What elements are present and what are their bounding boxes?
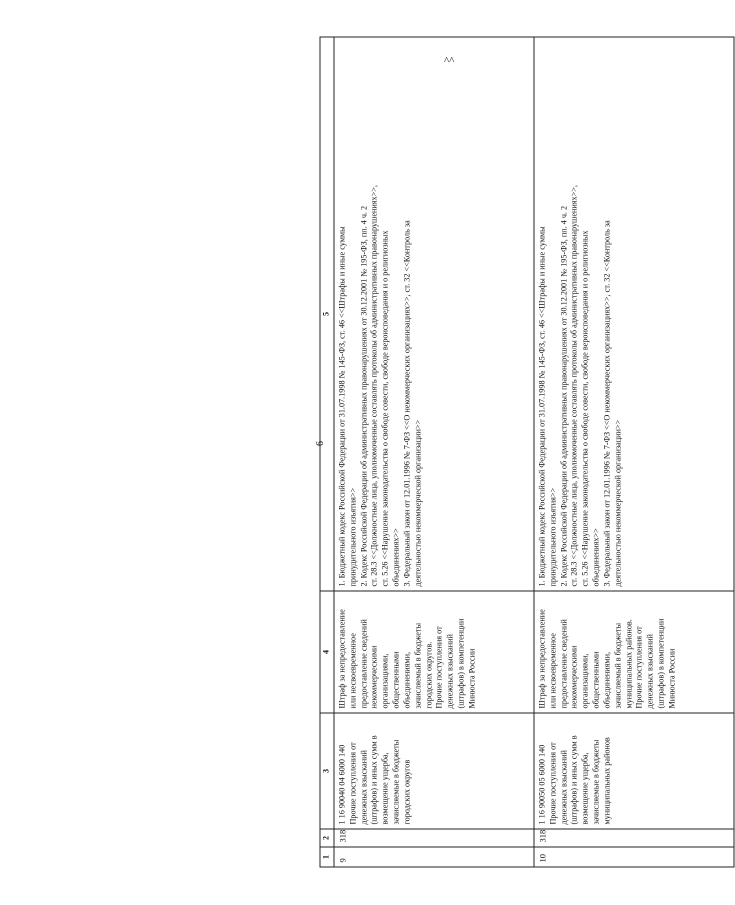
- header-cell: 2: [320, 829, 334, 847]
- fine-line: предоставление сведений: [559, 619, 569, 709]
- legal-basis-cell: [334, 37, 534, 591]
- kbk-line: городских округов: [402, 759, 412, 825]
- table-row: [534, 37, 734, 867]
- kbk-line: 1 16 90050 05 6000 140: [537, 744, 547, 825]
- header-cell: 1: [320, 847, 334, 867]
- fine-line: денежных взысканий: [445, 634, 455, 709]
- rotated-page-content: [320, 38, 735, 868]
- admin-code-cell: 318: [334, 829, 534, 847]
- fine-line: предоставление сведений: [359, 619, 369, 709]
- fine-line: Штраф за непредоставление: [537, 609, 547, 709]
- fine-line: или несвоевременное: [348, 633, 358, 709]
- basis-line: ст. 28.3 <<Должностные лица, уполномоченные составлять протоколы об административных правонарушениях>>,: [369, 185, 379, 587]
- fine-line: (штрафов) в компетенции: [656, 618, 666, 709]
- fine-line: объединениями,: [602, 651, 612, 709]
- kbk-line: зачисляемые в бюджеты: [591, 739, 601, 825]
- basis-line: 3. Федеральный закон от 12.01.1996 № 7-ФЗ <<О некоммерческих организациях>>, ст. 32 <<Контроль за: [602, 220, 612, 587]
- kbk-line: муниципальных районов: [602, 737, 612, 825]
- kbk-line: зачисляемые в бюджеты: [391, 739, 401, 825]
- fine-line: некоммерческими: [369, 645, 379, 709]
- corner-mark: ^^: [444, 55, 455, 67]
- basis-line: 1. Бюджетный кодекс Российской Федерации от 31.07.1998 № 145-ФЗ, ст. 46 <<Штрафы и иные суммы: [537, 226, 547, 587]
- kbk-line: (штрафов) и иных сумм в: [569, 735, 579, 825]
- kbk-cell: [534, 713, 734, 829]
- admin-code-cell: 318: [534, 829, 734, 847]
- basis-line: объединениях>>: [391, 528, 401, 587]
- budget-code-table: [320, 37, 735, 868]
- fine-line: (штрафов) в компетенции: [456, 618, 466, 709]
- header-cell: 4: [320, 591, 334, 713]
- basis-line: ст. 28.3 <<Должностные лица, уполномоченные составлять протоколы об административных правонарушениях>>,: [569, 185, 579, 587]
- basis-line: ст. 5.26 <<Нарушение законодательства о свободе совести, свободе вероисповедания и о религиозных: [380, 230, 390, 587]
- kbk-line: 1 16 90040 04 6000 140: [337, 744, 347, 825]
- row-number-cell: 9: [334, 847, 534, 867]
- fine-line: или несвоевременное: [548, 633, 558, 709]
- fine-line: Минюста России: [467, 648, 477, 709]
- kbk-line: денежных взысканий: [359, 750, 369, 825]
- basis-line: 3. Федеральный закон от 12.01.1996 № 7-ФЗ <<О некоммерческих организациях>>, ст. 32 <<Контроль за: [402, 220, 412, 587]
- basis-line: деятельностью некоммерческой организации>>: [613, 419, 623, 587]
- fine-line: Минюста России: [667, 648, 677, 709]
- kbk-line: (штрафов) и иных сумм в: [369, 735, 379, 825]
- kbk-line: Прочие поступления от: [348, 742, 358, 825]
- basis-line: принудительного изъятия>>: [548, 487, 558, 587]
- basis-line: ст. 5.26 <<Нарушение законодательства о свободе совести, свободе вероисповедания и о религиозных: [580, 230, 590, 587]
- row-number-cell: 10: [534, 847, 734, 867]
- kbk-line: Прочие поступления от: [548, 742, 558, 825]
- basis-line: принудительного изъятия>>: [348, 487, 358, 587]
- kbk-line: возмещение ущерба,: [580, 752, 590, 825]
- fine-line: организациями,: [380, 653, 390, 709]
- fine-name-cell: [334, 591, 534, 713]
- fine-line: общественными: [391, 651, 401, 709]
- fine-line: городских округов.: [424, 641, 434, 709]
- fine-line: Прочие поступления от: [634, 626, 644, 709]
- fine-line: зачисляемый в бюджеты: [413, 623, 423, 709]
- header-cell: 5: [320, 37, 334, 591]
- basis-line: 1. Бюджетный кодекс Российской Федерации от 31.07.1998 № 145-ФЗ, ст. 46 <<Штрафы и иные суммы: [337, 226, 347, 587]
- kbk-line: возмещение ущерба,: [380, 752, 390, 825]
- fine-line: Штраф за непредоставление: [337, 609, 347, 709]
- fine-line: денежных взысканий: [645, 634, 655, 709]
- legal-basis-cell: [534, 37, 734, 591]
- basis-line: 2. Кодекс Российской Федерации об административных правонарушениях от 30.12.2001 № 195-ФЗ, пп. 4 ч. 2: [559, 205, 569, 587]
- kbk-cell: [334, 713, 534, 829]
- table-header-row: [320, 37, 334, 867]
- basis-line: объединениях>>: [591, 528, 601, 587]
- fine-line: некоммерческими: [569, 645, 579, 709]
- page-number: 6: [315, 441, 326, 446]
- fine-line: организациями,: [580, 653, 590, 709]
- basis-line: деятельностью некоммерческой организации>>: [413, 419, 423, 587]
- kbk-line: денежных взысканий: [559, 750, 569, 825]
- basis-line: 2. Кодекс Российской Федерации об административных правонарушениях от 30.12.2001 № 195-ФЗ, пп. 4 ч. 2: [359, 205, 369, 587]
- fine-line: общественными: [591, 651, 601, 709]
- header-cell: 3: [320, 713, 334, 829]
- table-row: [334, 37, 534, 867]
- fine-name-cell: [534, 591, 734, 713]
- fine-line: Прочие поступления от: [434, 626, 444, 709]
- fine-line: муниципальных районов.: [624, 619, 634, 709]
- fine-line: зачисляемый в бюджеты: [613, 623, 623, 709]
- fine-line: объединениями,: [402, 651, 412, 709]
